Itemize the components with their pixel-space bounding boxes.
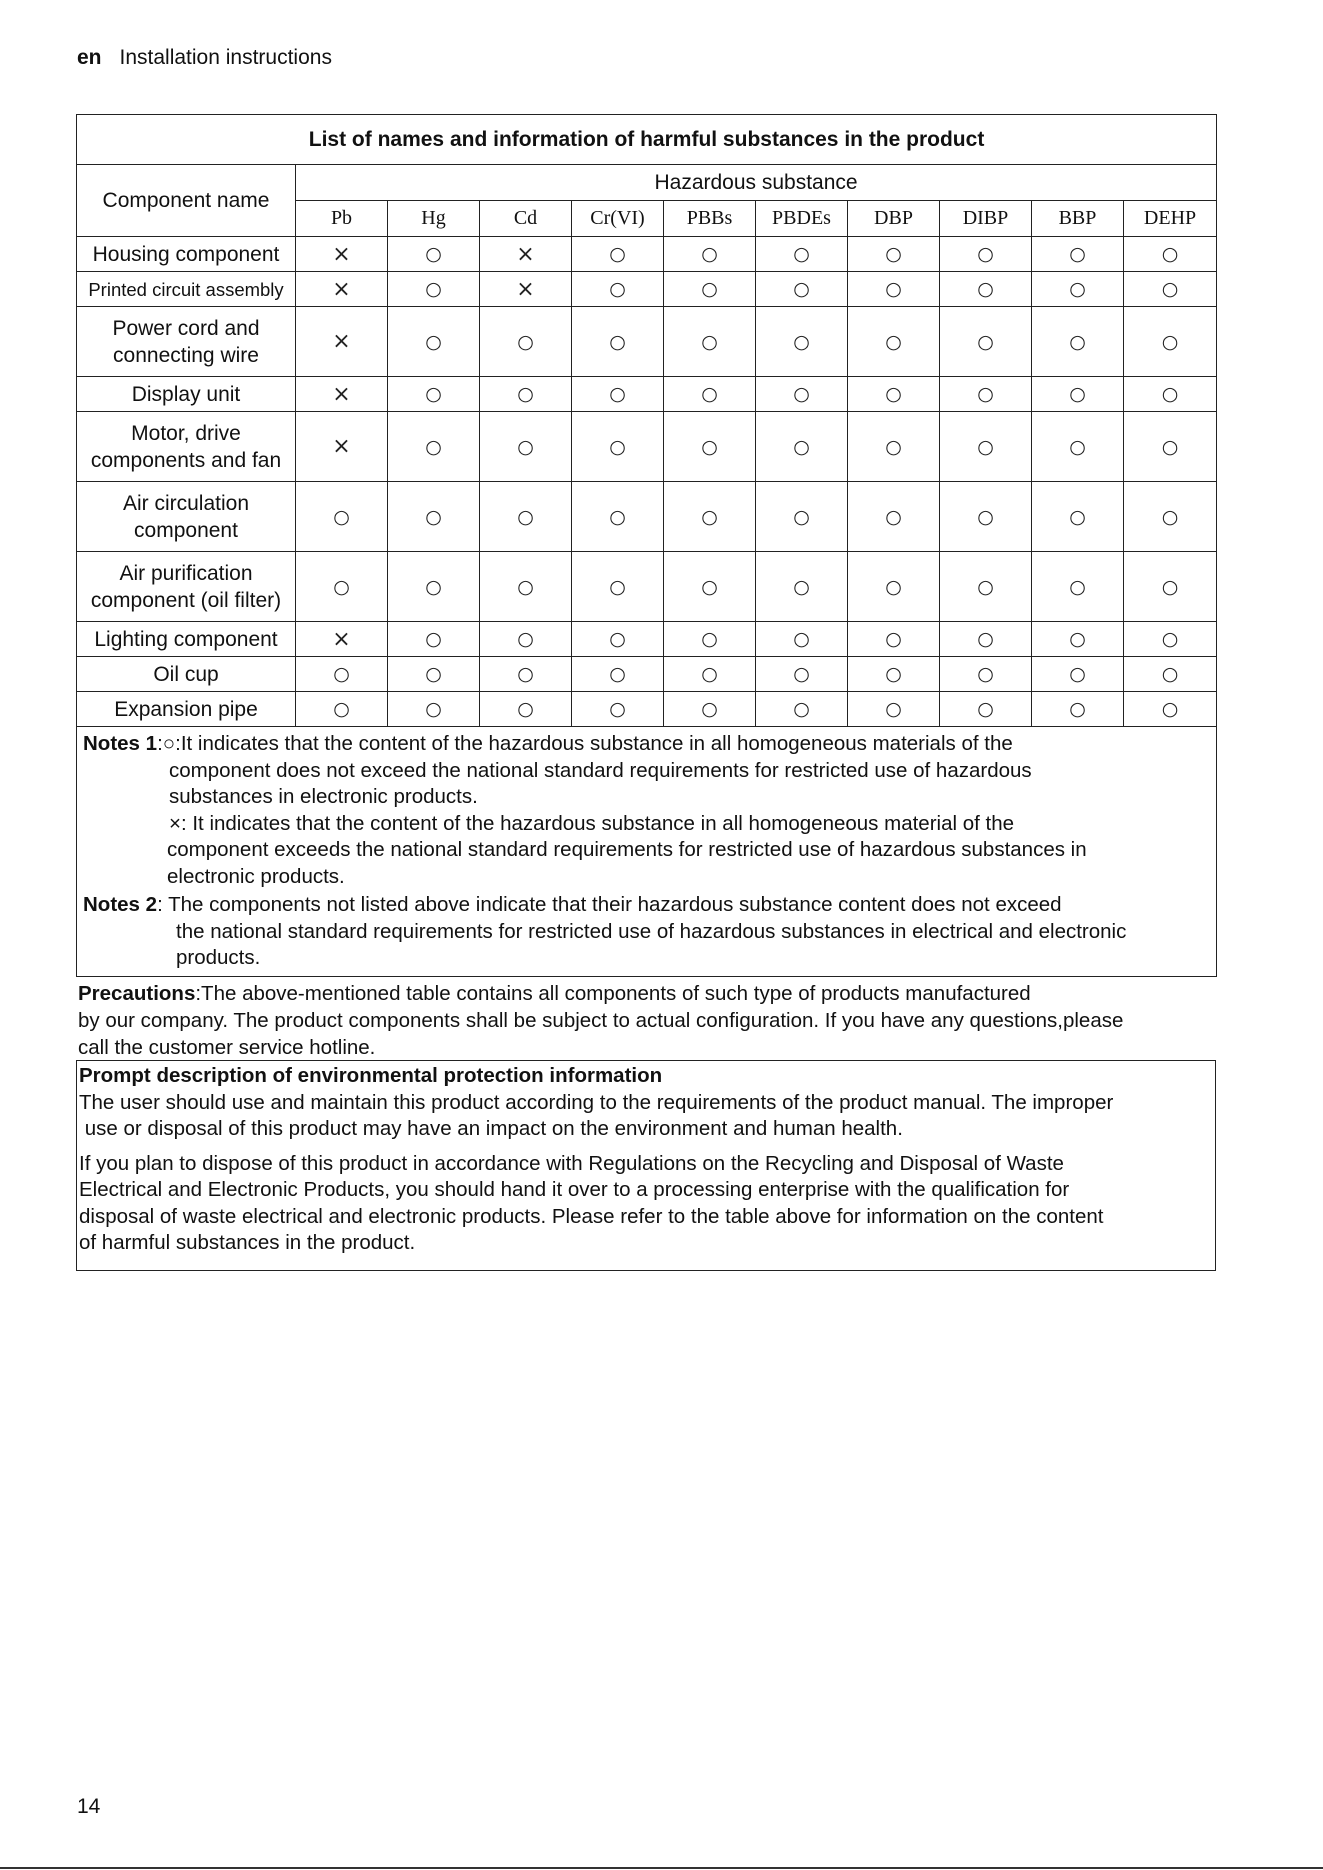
compliant-mark: ○: [1032, 307, 1124, 377]
compliant-mark: ○: [480, 692, 572, 727]
env-p2-line-4: of harmful substances in the product.: [79, 1231, 416, 1254]
compliant-mark: ○: [1124, 622, 1217, 657]
substance-header-pbdes: PBDEs: [756, 201, 848, 237]
notes-1-line-1: [83, 731, 1210, 758]
component-name-line-1: Power cord and: [112, 316, 260, 340]
compliant-mark: ○: [756, 377, 848, 412]
hazardous-substances-table: [76, 114, 1217, 977]
compliant-mark: ○: [1032, 412, 1124, 482]
compliant-mark: ○: [572, 657, 664, 692]
compliant-mark: ○: [756, 237, 848, 272]
table-row: [77, 412, 1217, 482]
notes-cell: [77, 727, 1217, 977]
compliant-mark: ○: [388, 552, 480, 622]
notes-1-text-1: :○:It indicates that the content of the hazardous substance in all homogeneous materials of the: [157, 732, 1013, 755]
compliant-mark: ○: [756, 622, 848, 657]
table-row: [77, 272, 1217, 307]
compliant-mark: ○: [664, 377, 756, 412]
precautions-line-3: call the customer service hotline.: [78, 1036, 376, 1059]
precautions-paragraph: [78, 980, 1218, 1061]
compliant-mark: ○: [572, 482, 664, 552]
precautions-line-2: by our company. The product components shall be subject to actual configuration. If you have any questions,please: [78, 1009, 1124, 1032]
exceeds-mark: ×: [296, 237, 388, 272]
precautions-line-1: [78, 980, 1218, 1007]
compliant-mark: ○: [1124, 552, 1217, 622]
notes-2-line-3: products.: [176, 946, 261, 969]
compliant-mark: ○: [848, 272, 940, 307]
compliant-mark: ○: [1124, 482, 1217, 552]
compliant-mark: ○: [572, 622, 664, 657]
component-name-line-1: Air purification: [119, 561, 253, 585]
compliant-mark: ○: [388, 307, 480, 377]
precautions-label: Precautions: [78, 982, 196, 1005]
notes-1-line-5: component exceeds the national standard requirements for restricted use of hazardous substances in: [167, 838, 1087, 861]
component-name-cell: [77, 307, 296, 377]
compliant-mark: ○: [756, 307, 848, 377]
component-name-header: Component name: [77, 165, 296, 237]
component-name-cell: Display unit: [77, 377, 296, 412]
compliant-mark: ○: [756, 552, 848, 622]
compliant-mark: ○: [480, 482, 572, 552]
compliant-mark: ○: [848, 657, 940, 692]
table-row: [77, 237, 1217, 272]
compliant-mark: ○: [664, 692, 756, 727]
compliant-mark: ○: [664, 412, 756, 482]
compliant-mark: ○: [1124, 237, 1217, 272]
table-row: [77, 692, 1217, 727]
component-name-line-1: Motor, drive: [131, 421, 241, 445]
compliant-mark: ○: [756, 272, 848, 307]
substance-header-hg: Hg: [388, 201, 480, 237]
compliant-mark: ○: [480, 377, 572, 412]
compliant-mark: ○: [756, 412, 848, 482]
notes-2-label: Notes 2: [83, 893, 158, 916]
notes-2-line-1: [83, 892, 1210, 919]
component-name-cell: Expansion pipe: [77, 692, 296, 727]
compliant-mark: ○: [572, 272, 664, 307]
compliant-mark: ○: [940, 692, 1032, 727]
compliant-mark: ○: [848, 307, 940, 377]
compliant-mark: ○: [756, 482, 848, 552]
exceeds-mark: ×: [296, 412, 388, 482]
compliant-mark: ○: [1124, 692, 1217, 727]
compliant-mark: ○: [940, 622, 1032, 657]
section-title: Installation instructions: [119, 46, 332, 69]
compliant-mark: ○: [480, 412, 572, 482]
table-row: [77, 307, 1217, 377]
compliant-mark: ○: [940, 237, 1032, 272]
exceeds-mark: ×: [296, 377, 388, 412]
compliant-mark: ○: [664, 482, 756, 552]
component-name-line-2: components and fan: [90, 448, 282, 472]
env-p1-line-1: The user should use and maintain this product according to the requirements of the product manual. The improper: [79, 1090, 1114, 1114]
environmental-info-paragraph-1: [79, 1090, 1213, 1143]
compliant-mark: ○: [848, 552, 940, 622]
compliant-mark: ○: [848, 622, 940, 657]
compliant-mark: ○: [1032, 552, 1124, 622]
page-number: 14: [77, 1795, 101, 1818]
notes-2-line-2: the national standard requirements for restricted use of hazardous substances in electrical and electronic: [176, 919, 1127, 943]
compliant-mark: ○: [388, 482, 480, 552]
component-name-cell: Oil cup: [77, 657, 296, 692]
compliant-mark: ○: [1032, 622, 1124, 657]
environmental-info-box: [76, 1060, 1216, 1271]
table-row: [77, 657, 1217, 692]
component-name-line-2: connecting wire: [113, 343, 259, 367]
compliant-mark: ○: [664, 272, 756, 307]
substance-header-dibp: DIBP: [940, 201, 1032, 237]
table-row: [77, 377, 1217, 412]
page-header: [77, 46, 332, 70]
component-name-cell: [77, 412, 296, 482]
compliant-mark: ○: [940, 552, 1032, 622]
compliant-mark: ○: [1124, 412, 1217, 482]
exceeds-mark: ×: [480, 272, 572, 307]
env-p2-line-3: disposal of waste electrical and electronic products. Please refer to the table above for information on the content: [79, 1204, 1104, 1228]
component-name-line-1: Air circulation: [122, 491, 250, 515]
compliant-mark: ○: [940, 272, 1032, 307]
compliant-mark: ○: [296, 482, 388, 552]
compliant-mark: ○: [848, 692, 940, 727]
notes-1-line-3: substances in electronic products.: [169, 785, 478, 808]
compliant-mark: ○: [940, 307, 1032, 377]
exceeds-mark: ×: [296, 307, 388, 377]
component-name-cell: Lighting component: [77, 622, 296, 657]
compliant-mark: ○: [940, 377, 1032, 412]
page-bottom-rule: [0, 1867, 1323, 1869]
compliant-mark: ○: [572, 552, 664, 622]
compliant-mark: ○: [664, 657, 756, 692]
notes-2-text-1: : The components not listed above indicate that their hazardous substance content does not exceed: [157, 893, 1062, 916]
compliant-mark: ○: [388, 377, 480, 412]
compliant-mark: ○: [572, 692, 664, 727]
substance-header-crvi: Cr(VI): [572, 201, 664, 237]
table-title: List of names and information of harmful substances in the product: [77, 115, 1217, 165]
compliant-mark: ○: [848, 412, 940, 482]
env-p2-line-2: Electrical and Electronic Products, you should hand it over to a processing enterprise with the qualification for: [79, 1178, 1070, 1201]
component-name-line-2: component: [134, 518, 238, 542]
compliant-mark: ○: [1032, 657, 1124, 692]
compliant-mark: ○: [572, 237, 664, 272]
compliant-mark: ○: [940, 412, 1032, 482]
notes-1-label: Notes 1: [83, 732, 158, 755]
compliant-mark: ○: [296, 692, 388, 727]
compliant-mark: ○: [1032, 482, 1124, 552]
compliant-mark: ○: [848, 482, 940, 552]
table-row: [77, 552, 1217, 622]
table-row: [77, 622, 1217, 657]
compliant-mark: ○: [388, 657, 480, 692]
language-code: en: [77, 46, 102, 69]
compliant-mark: ○: [296, 657, 388, 692]
compliant-mark: ○: [1124, 377, 1217, 412]
compliant-mark: ○: [664, 237, 756, 272]
compliant-mark: ○: [572, 377, 664, 412]
compliant-mark: ○: [388, 237, 480, 272]
component-name-cell: [77, 552, 296, 622]
exceeds-mark: ×: [296, 272, 388, 307]
substance-header-cd: Cd: [480, 201, 572, 237]
component-name-cell: Printed circuit assembly: [77, 272, 296, 307]
compliant-mark: ○: [296, 552, 388, 622]
compliant-mark: ○: [388, 692, 480, 727]
environmental-info-title: Prompt description of environmental protection information: [79, 1064, 663, 1087]
compliant-mark: ○: [848, 237, 940, 272]
compliant-mark: ○: [1032, 692, 1124, 727]
compliant-mark: ○: [756, 657, 848, 692]
compliant-mark: ○: [388, 622, 480, 657]
compliant-mark: ○: [388, 272, 480, 307]
exceeds-mark: ×: [296, 622, 388, 657]
substance-header-pbbs: PBBs: [664, 201, 756, 237]
notes-1-line-4: ×: It indicates that the content of the hazardous substance in all homogeneous material of the: [169, 811, 1015, 835]
compliant-mark: ○: [1124, 272, 1217, 307]
compliant-mark: ○: [756, 692, 848, 727]
compliant-mark: ○: [664, 307, 756, 377]
component-name-cell: Housing component: [77, 237, 296, 272]
substance-header-dbp: DBP: [848, 201, 940, 237]
compliant-mark: ○: [480, 307, 572, 377]
substance-header-bbp: BBP: [1032, 201, 1124, 237]
component-name-line-2: component (oil filter): [90, 588, 282, 612]
precautions-text-1: :The above-mentioned table contains all components of such type of products manufactured: [195, 982, 1031, 1005]
compliant-mark: ○: [848, 377, 940, 412]
table-row: [77, 482, 1217, 552]
compliant-mark: ○: [940, 657, 1032, 692]
compliant-mark: ○: [1124, 307, 1217, 377]
compliant-mark: ○: [572, 307, 664, 377]
notes-1-line-6: electronic products.: [167, 864, 345, 888]
env-p1-line-2: use or disposal of this product may have an impact on the environment and human health.: [79, 1117, 903, 1140]
compliant-mark: ○: [1124, 657, 1217, 692]
env-p2-line-1: If you plan to dispose of this product in accordance with Regulations on the Recycling and Disposal of Waste: [79, 1151, 1064, 1175]
compliant-mark: ○: [480, 622, 572, 657]
compliant-mark: ○: [480, 657, 572, 692]
hazardous-substance-header: Hazardous substance: [296, 165, 1217, 201]
environmental-info-paragraph-2: [79, 1151, 1213, 1257]
compliant-mark: ○: [1032, 237, 1124, 272]
substance-header-dehp: DEHP: [1124, 201, 1217, 237]
component-name-cell: [77, 482, 296, 552]
compliant-mark: ○: [572, 412, 664, 482]
compliant-mark: ○: [1032, 272, 1124, 307]
compliant-mark: ○: [388, 412, 480, 482]
compliant-mark: ○: [664, 552, 756, 622]
compliant-mark: ○: [1032, 377, 1124, 412]
compliant-mark: ○: [480, 552, 572, 622]
compliant-mark: ○: [664, 622, 756, 657]
compliant-mark: ○: [940, 482, 1032, 552]
notes-1-line-2: component does not exceed the national standard requirements for restricted use of hazardous: [169, 758, 1032, 782]
substance-header-pb: Pb: [296, 201, 388, 237]
exceeds-mark: ×: [480, 237, 572, 272]
